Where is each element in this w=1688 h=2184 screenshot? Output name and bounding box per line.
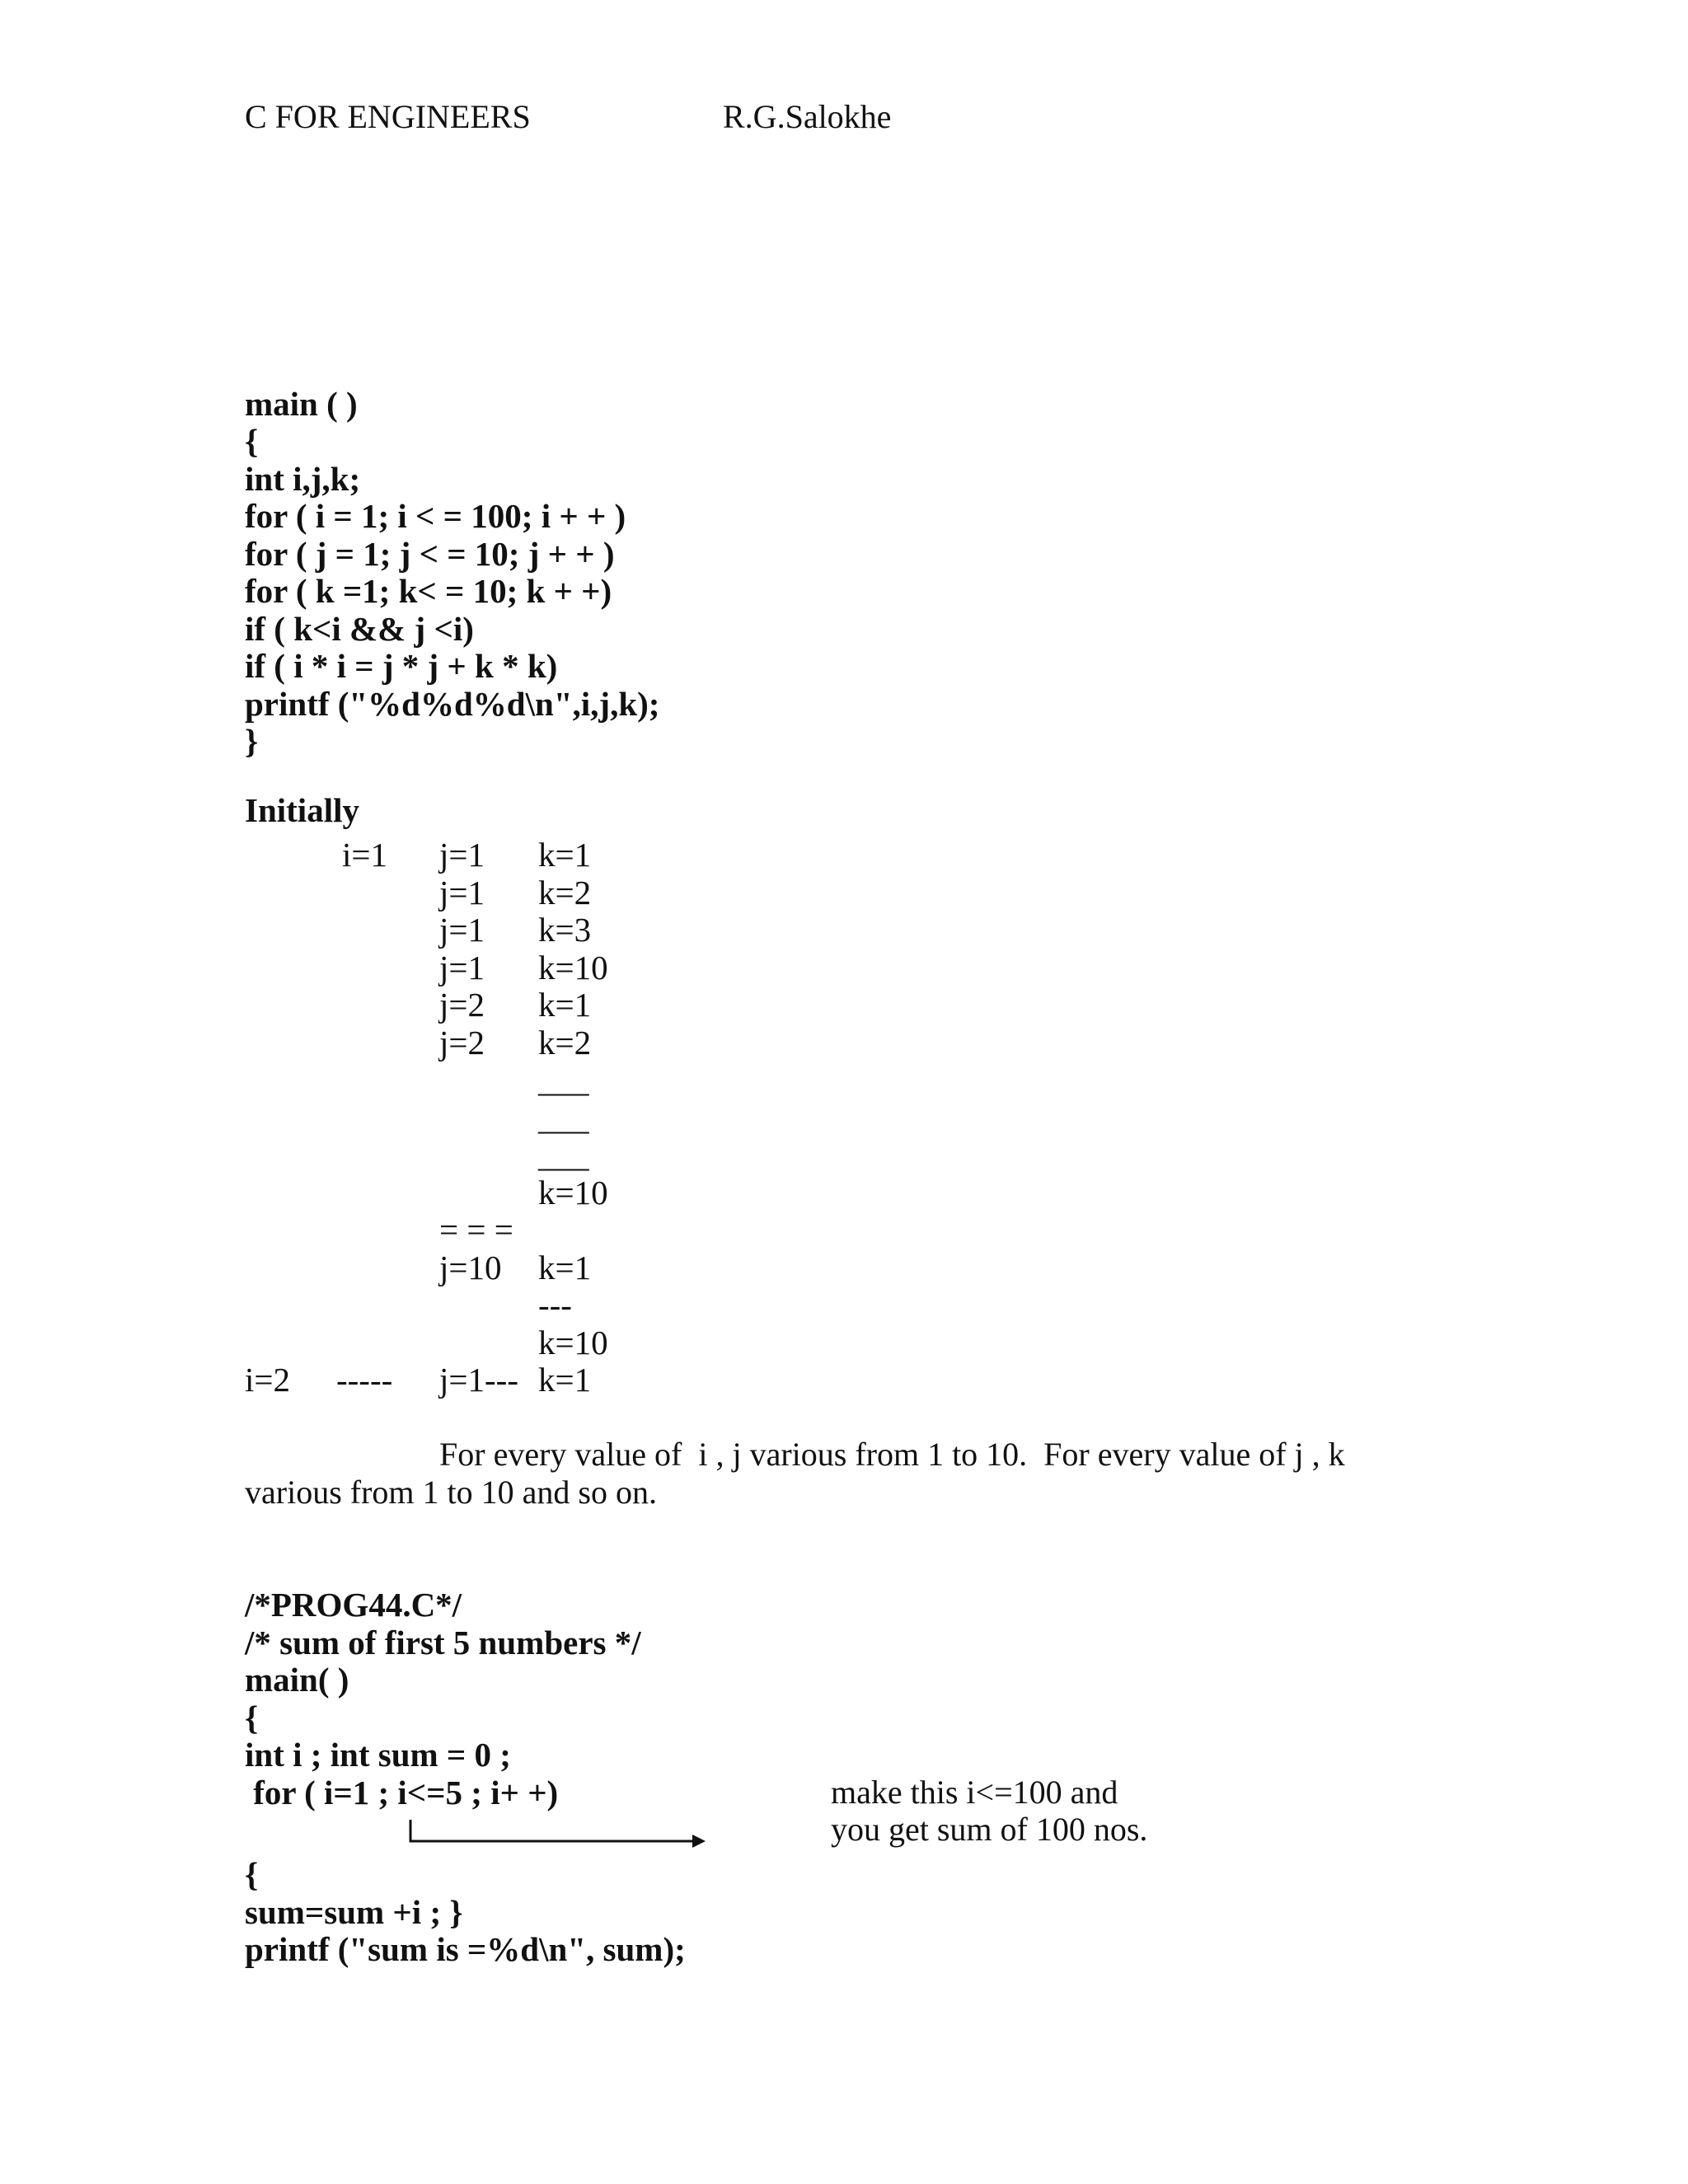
- trace-heading: Initially: [245, 791, 359, 829]
- trace-k-value: k=10: [538, 1324, 608, 1361]
- code-line: int i,j,k;: [245, 460, 361, 498]
- trace-k-value: k=1: [538, 986, 592, 1024]
- trace-blank-line: ___: [538, 1136, 589, 1174]
- code-line: for ( i=1 ; i<=5 ; i+ +): [245, 1774, 559, 1811]
- code-line: for ( k =1; k< = 10; k + +): [245, 572, 612, 610]
- code-line: if ( k<i && j <i): [245, 610, 474, 648]
- trace-blank-line: ___: [538, 1061, 589, 1099]
- trace-j-value: j=2: [439, 1024, 485, 1062]
- trace-k-value: k=2: [538, 1024, 592, 1062]
- code-line: printf ("%d%d%d\n",i,j,k);: [245, 685, 660, 723]
- code-line: for ( j = 1; j < = 10; j + + ): [245, 535, 615, 573]
- code-line: main ( ): [245, 385, 358, 423]
- code-line: }: [245, 722, 259, 760]
- trace-j-value: j=1: [439, 836, 485, 874]
- trace-i-value: i=2: [245, 1361, 291, 1399]
- trace-k-value: k=10: [538, 1174, 608, 1212]
- note-line-2: you get sum of 100 nos.: [831, 1811, 1148, 1848]
- trace-k-value: k=1: [538, 1249, 592, 1286]
- header-title: C FOR ENGINEERS: [245, 98, 531, 135]
- code-line: for ( i = 1; i < = 100; i + + ): [245, 497, 626, 535]
- trace-dashes: ---: [538, 1286, 572, 1324]
- trace-j-value: j=2: [439, 986, 485, 1024]
- trace-k-value: k=2: [538, 874, 592, 912]
- trace-ellipsis-marks: = = =: [439, 1211, 513, 1249]
- trace-dashes: -----: [336, 1361, 393, 1399]
- code-line: sum=sum +i ; }: [245, 1893, 463, 1931]
- trace-j-value: j=1: [439, 874, 485, 912]
- annotation-arrow-icon: [404, 1813, 717, 1863]
- trace-i-value: i=1: [342, 836, 388, 874]
- explanation-line-1: For every value of i , j various from 1 to 10. For every value of j , k: [439, 1436, 1345, 1473]
- trace-k-value: k=10: [538, 949, 608, 987]
- code-line: printf ("sum is =%d\n", sum);: [245, 1930, 686, 1968]
- header-author: R.G.Salokhe: [723, 98, 892, 135]
- code-line: {: [245, 422, 259, 460]
- trace-j-value: j=1: [439, 911, 485, 949]
- code-line: main( ): [245, 1661, 349, 1699]
- trace-k-value: k=1: [538, 836, 592, 874]
- trace-blank-line: ___: [538, 1099, 589, 1137]
- trace-j-value: j=1---: [439, 1361, 518, 1399]
- explanation-line-2: various from 1 to 10 and so on.: [245, 1474, 657, 1511]
- code-line: {: [245, 1699, 259, 1736]
- note-line-1: make this i<=100 and: [831, 1774, 1118, 1811]
- trace-j-value: j=10: [439, 1249, 502, 1286]
- code-line: int i ; int sum = 0 ;: [245, 1736, 511, 1774]
- code-line: if ( i * i = j * j + k * k): [245, 647, 558, 685]
- code-line: /* sum of first 5 numbers */: [245, 1624, 641, 1661]
- trace-k-value: k=1: [538, 1361, 592, 1399]
- trace-j-value: j=1: [439, 949, 485, 987]
- trace-k-value: k=3: [538, 911, 592, 949]
- code-line: {: [245, 1855, 259, 1893]
- code-line: /*PROG44.C*/: [245, 1586, 462, 1624]
